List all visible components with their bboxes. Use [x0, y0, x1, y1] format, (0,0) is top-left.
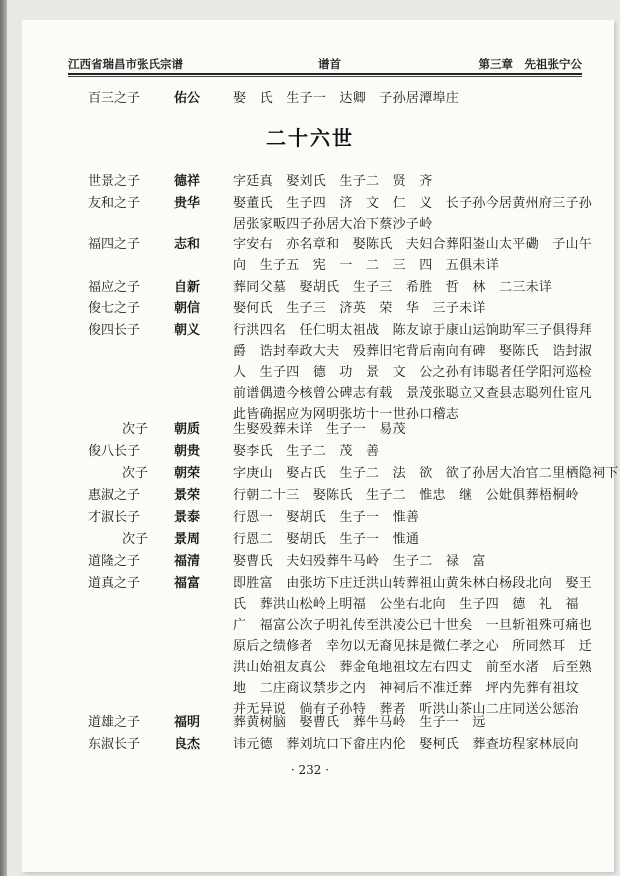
entry-relation: 百三之子 [88, 91, 141, 106]
entry-name: 自新 [174, 280, 201, 295]
entry-name: 福清 [174, 554, 201, 569]
header-genealogy-title: 江西省瑞昌市张氏宗谱 [68, 57, 183, 71]
entry-line: 前谱偶遗今核曾公碑志有载 景茂张聪立又查县志聪列仕宦凡 [233, 386, 593, 401]
entry-line: 原后之绩修者 幸勿以无裔见抹是微仁孝之心 所同然耳 迁 [233, 639, 593, 654]
entry-description [233, 88, 581, 109]
entry-line: 娶董氏 生子四 济 文 仁 义 长子孙今居黄州府三子孙 [233, 196, 593, 211]
entry-name: 景周 [174, 532, 201, 547]
entry-line: 洪山始祖友真公 葬金龟地祖坟左右四丈 前至水渚 后至熟 [233, 660, 593, 675]
entry-relation: 东淑长子 [88, 737, 141, 752]
entry-description [233, 573, 593, 720]
entry-line: 行朝二十三 娶陈氏 生子二 惟忠 继 公妣俱葬梧桐岭 [233, 488, 579, 503]
entry-description [233, 529, 581, 550]
page-number: · 232 · [290, 763, 330, 777]
entry-description [233, 193, 593, 235]
entry-description [233, 298, 581, 319]
entry-line: 广 福富公次子明礼传至洪凌公已十世矣 一旦斩祖殊可痛也 [233, 618, 593, 633]
entry-line: 并无异说 倘有子孙特 葬者 听洪山茶山二庄同送公惩治 [233, 702, 579, 717]
entry-description [233, 485, 581, 506]
entry-line: 娶何氏 生子三 济英 荣 华 三子未详 [233, 301, 486, 316]
entry-description [233, 320, 593, 425]
entry-name: 贵华 [174, 196, 201, 211]
entry-line: 行恩一 娶胡氏 生子一 惟善 [233, 510, 420, 525]
generation-heading: 二十六世 [266, 126, 354, 150]
entry-line: 地 二庄商议禁步之内 神祠后不准迁葬 坪内先葬有祖坟 [233, 681, 579, 696]
entry-line: 娶李氏 生子二 茂 善 [233, 444, 380, 459]
entry-description [233, 712, 581, 733]
entry-name: 朝义 [174, 323, 201, 338]
entry-description [233, 463, 619, 484]
entry-line: 葬同父墓 娶胡氏 生子三 希胜 哲 林 二三未详 [233, 280, 553, 295]
entry-name: 景泰 [174, 510, 201, 525]
entry-relation: 福四之子 [88, 237, 141, 252]
entry-line: 爵 诰封奉政大夫 殁葬旧宅背后南向有碑 娶陈氏 诰封淑 [233, 344, 593, 359]
entry-relation: 次子 [121, 532, 148, 547]
entry-name: 志和 [174, 237, 201, 252]
entry-line: 居张家畈四子孙居大冶下蔡沙子岭 [233, 217, 433, 232]
entry-description [233, 734, 581, 755]
entry-line: 葬黄树脑 娶曹氏 葬牛马岭 生子一 远 [233, 715, 486, 730]
entry-line: 即胜富 由张坊下庄迁洪山转葬祖山黄朱林白杨段北向 娶王 [233, 576, 593, 591]
entry-line: 娶曹氏 夫妇殁葬牛马岭 生子二 禄 富 [233, 554, 486, 569]
entry-line: 人 生子四 德 功 景 文 公之孙有讳聪者任学阳河巡检 [233, 365, 593, 380]
entry-line: 此皆确据应为网明张坊十一世孙口稽志 [233, 407, 460, 422]
entry-line: 字庚山 娶占氏 生子二 法 欲 欲了孙居大冶官二里栖隐祠下 [233, 466, 619, 481]
running-header [68, 52, 582, 72]
entry-description [233, 171, 581, 192]
entry-description [233, 507, 581, 528]
entry-name: 朝质 [174, 422, 201, 437]
entry-description [233, 551, 581, 572]
entry-line: 行恩二 娶胡氏 生子一 惟通 [233, 532, 420, 547]
entry-description [233, 234, 593, 276]
entry-relation: 福应之子 [88, 280, 141, 295]
entry-name: 福富 [174, 576, 201, 591]
entry-line: 生娶殁葬未详 生子一 易茂 [233, 422, 406, 437]
entry-relation: 惠淑之子 [88, 488, 141, 503]
entry-line: 向 生子五 宪 一 二 三 四 五俱未详 [233, 258, 500, 273]
entry-relation: 俊七之子 [88, 301, 141, 316]
entry-name: 朝贵 [174, 444, 201, 459]
entry-relation: 次子 [121, 466, 148, 481]
header-section: 谱首 [318, 57, 341, 71]
entry-description [233, 277, 581, 298]
entry-name: 德祥 [174, 174, 201, 189]
entry-line: 行洪四名 任仁明太祖战 陈友谅于康山运饷助军三子俱得拜 [233, 323, 593, 338]
header-chapter: 第三章 先祖张宁公 [478, 57, 582, 71]
entry-description [233, 441, 581, 462]
entry-relation: 道雄之子 [88, 715, 141, 730]
entry-relation: 道真之子 [88, 576, 141, 591]
entry-line: 字廷真 娶刘氏 生子二 贤 齐 [233, 174, 433, 189]
entry-line: 娶 氏 生子一 达卿 子孙居潭埠庄 [233, 91, 460, 106]
entry-name: 福明 [174, 715, 201, 730]
entry-name: 佑公 [174, 91, 201, 106]
entry-name: 朝信 [174, 301, 201, 316]
entry-line: 讳元德 葬刘坑口下畲庄内伦 娶柯氏 葬查坊程家林辰向 [233, 737, 579, 752]
entry-name: 朝荣 [174, 466, 201, 481]
entry-description [233, 419, 581, 440]
entry-relation: 世景之子 [88, 174, 141, 189]
entry-relation: 道隆之子 [88, 554, 141, 569]
entry-relation: 俊八长子 [88, 444, 141, 459]
header-rule-thick [68, 73, 582, 75]
entry-relation: 俊四长子 [88, 323, 141, 338]
entry-relation: 才淑长子 [88, 510, 141, 525]
entry-relation: 次子 [121, 422, 148, 437]
entry-name: 良杰 [174, 737, 201, 752]
entry-relation: 友和之子 [88, 196, 141, 211]
entry-line: 字安右 亦名章和 娶陈氏 夫妇合葬阳崟山太平磡 子山午 [233, 237, 593, 252]
entry-line: 氏 葬洪山松岭上明福 公坐右北向 生子四 德 礼 福 [233, 597, 579, 612]
header-rule-thin [68, 76, 582, 77]
entry-name: 景荣 [174, 488, 201, 503]
